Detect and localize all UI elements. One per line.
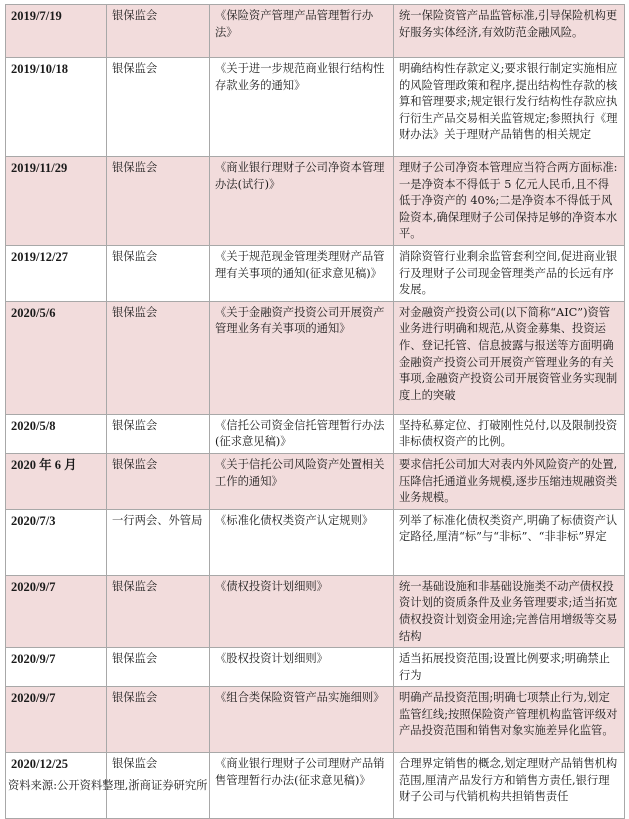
table-row — [6, 414, 625, 453]
cell-issuer: 银保监会 — [107, 414, 210, 453]
cell-content: 理财子公司净资本管理应当符合两方面标准:一是净资本不得低于 5 亿元人民币,且不得低于净资产的 40%;二是净资本不得低于风险资本,确保理财子公司保持足够的净资本水平。 — [394, 157, 625, 246]
cell-content: 合理界定销售的概念,划定理财产品销售机构范围,厘清产品发行方和销售方责任,银行理财子公司与代销机构共担销售责任 — [394, 753, 625, 819]
cell-content: 坚持私募定位、打破刚性兑付,以及限制投资非标债权资产的比例。 — [394, 414, 625, 453]
cell-document: 《关于信托公司风险资产处置相关工作的通知》 — [210, 453, 394, 509]
cell-date: 2019/12/27 — [6, 245, 107, 301]
cell-document: 《商业银行理财子公司理财产品销售管理暂行办法(征求意见稿)》 — [210, 753, 394, 819]
cell-issuer: 银保监会 — [107, 453, 210, 509]
table-row — [6, 509, 625, 575]
cell-content: 统一基础设施和非基础设施类不动产债权投资计划的资质条件及业务管理要求;适当拓宽债权投资计划资金用途;完善信用增级等交易结构 — [394, 575, 625, 647]
cell-issuer: 银保监会 — [107, 687, 210, 753]
cell-document: 《关于进一步规范商业银行结构性存款业务的通知》 — [210, 58, 394, 157]
cell-content: 消除资管行业剩余监管套利空间,促进商业银行及理财子公司现金管理类产品的长远有序发展。 — [394, 245, 625, 301]
cell-content: 明确产品投资范围;明确七项禁止行为,划定监管红线;按照保险资产管理机构监管评级对产品投资范围和销售对象实施差异化监管。 — [394, 687, 625, 753]
cell-date: 2020/9/7 — [6, 648, 107, 687]
cell-document: 《关于金融资产投资公司开展资产管理业务有关事项的通知》 — [210, 301, 394, 414]
cell-issuer: 银保监会 — [107, 301, 210, 414]
cell-date: 2019/7/19 — [6, 5, 107, 58]
cell-content: 适当拓展投资范围;设置比例要求;明确禁止行为 — [394, 648, 625, 687]
cell-document: 《信托公司资金信托管理暂行办法(征求意见稿)》 — [210, 414, 394, 453]
cell-document: 《保险资产管理产品管理暂行办法》 — [210, 5, 394, 58]
cell-date: 2020/9/7 — [6, 575, 107, 647]
cell-issuer: 银保监会 — [107, 575, 210, 647]
cell-issuer: 银保监会 — [107, 5, 210, 58]
cell-date: 2020 年 6 月 — [6, 453, 107, 509]
cell-issuer: 银保监会 — [107, 648, 210, 687]
cell-content: 列举了标准化债权类资产,明确了标债资产认定路径,厘清“标”与“非标”、“非非标”界定 — [394, 509, 625, 575]
cell-date: 2020/7/3 — [6, 509, 107, 575]
cell-issuer: 银保监会 — [107, 58, 210, 157]
table-row — [6, 453, 625, 509]
table-row — [6, 5, 625, 58]
cell-date: 2020/12/25 — [6, 753, 107, 819]
table-row — [6, 245, 625, 301]
table-row — [6, 575, 625, 647]
cell-content: 明确结构性存款定义;要求银行制定实施相应的风险管理政策和程序,提出结构性存款的核算和管理要求;规定银行发行结构性存款应执行衍生产品交易相关监管规定;参照执行《理财办法》关于理财产品销售的相关规定 — [394, 58, 625, 157]
cell-issuer: 银保监会 — [107, 157, 210, 246]
table-row — [6, 58, 625, 157]
policy-table — [5, 4, 625, 819]
cell-issuer: 银保监会 — [107, 753, 210, 819]
cell-document: 《商业银行理财子公司净资本管理办法(试行)》 — [210, 157, 394, 246]
cell-date: 2019/10/18 — [6, 58, 107, 157]
cell-date: 2020/5/6 — [6, 301, 107, 414]
cell-document: 《关于规范现金管理类理财产品管理有关事项的通知(征求意见稿)》 — [210, 245, 394, 301]
cell-date: 2020/5/8 — [6, 414, 107, 453]
cell-date: 2020/9/7 — [6, 687, 107, 753]
cell-content: 要求信托公司加大对表内外风险资产的处置,压降信托通道业务规模,逐步压缩违规融资类业务规模。 — [394, 453, 625, 509]
cell-issuer: 一行两会、外管局 — [107, 509, 210, 575]
table-row — [6, 301, 625, 414]
cell-document: 《标准化债权类资产认定规则》 — [210, 509, 394, 575]
table-row — [6, 157, 625, 246]
cell-document: 《股权投资计划细则》 — [210, 648, 394, 687]
cell-document: 《组合类保险资管产品实施细则》 — [210, 687, 394, 753]
source-note: 资料来源:公开资料整理,浙商证券研究所 — [8, 779, 208, 792]
cell-content: 对金融资产投资公司(以下简称“AIC”)资管业务进行明确和规范,从资金募集、投资运作、登记托管、信息披露与报送等方面明确金融资产投资公司开展资产管理业务的有关事项,金融资产投资公司开展资管业务实现制度上的突破 — [394, 301, 625, 414]
cell-issuer: 银保监会 — [107, 245, 210, 301]
table-row — [6, 687, 625, 753]
cell-document: 《债权投资计划细则》 — [210, 575, 394, 647]
cell-content: 统一保险资管产品监管标准,引导保险机构更好服务实体经济,有效防范金融风险。 — [394, 5, 625, 58]
cell-date: 2019/11/29 — [6, 157, 107, 246]
table-row — [6, 648, 625, 687]
